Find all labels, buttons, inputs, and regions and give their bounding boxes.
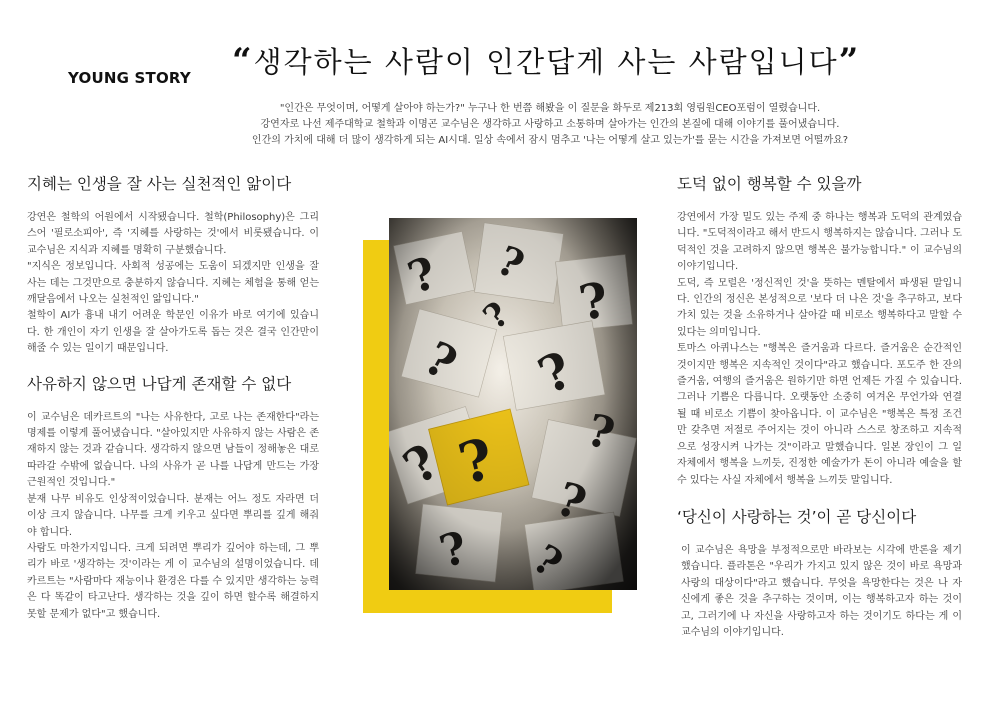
body-paragraph: "지식은 정보입니다. 사회적 성공에는 도움이 되겠지만 인생을 잘 사는 데는 그것만으로 충분하지 않습니다. 지혜는 체험을 통해 얻는 깨달음에서 나오는 실천적인 앎입니다." xyxy=(27,261,319,306)
body-paragraph: 사람도 마찬가지입니다. 크게 되려면 뿌리가 깊어야 하는데, 그 뿌리가 바로 '생각하는 것'이라는 게 이 교수님의 설명이었습니다. 데카르트는 "사람마다 재능이나 환경은 다를 수 있지만 생각하는 능력은 다 똑같이 타고난다. 생각하는 것을 깊이 하면 할수록 해결하지 못할 문제가 없다"고 했습니다. xyxy=(27,542,319,620)
body-paragraph: 이 교수님은 데카르트의 "나는 사유한다, 고로 나는 존재한다"라는 명제를 이렇게 풀어냈습니다. "살아있지만 사유하지 않는 사람은 존재하지 않는 것과 같습니다. 생각하지 않으면 남들이 정해놓은 대로 따라갈 수밖에 없습니다. 나의 사유가 곧 나를 나답게 만드는 가장 근원적인 것입니다." xyxy=(27,411,319,489)
body-paragraph: 도덕, 즉 모럴은 '정신적인 것'을 뜻하는 멘탈에서 파생된 말입니다. 인간의 정신은 본성적으로 '보다 더 나은 것'을 추구하고, 보다 가치 있는 것을 소유하거나 살아갈 때 비로소 행복하다고 말할 수 있다는 의미입니다. xyxy=(677,277,962,338)
body-paragraph: 강연은 철학의 어원에서 시작됐습니다. 철학(Philosophy)은 그리스어 '필로소피아', 즉 '지혜를 사랑하는 것'에서 비롯됐습니다. 이 교수님은 지식과 지혜를 명확히 구분했습니다. xyxy=(27,212,319,256)
section-heading: 도덕 없이 행복할 수 있을까 xyxy=(677,175,862,193)
right-column xyxy=(677,172,962,651)
section-heading: ‘당신이 사랑하는 것’이 곧 당신이다 xyxy=(677,507,917,526)
section-heading: 사유하지 않으면 나답게 존재할 수 없다 xyxy=(27,374,292,393)
section-wisdom xyxy=(27,172,319,358)
open-quote: “ xyxy=(232,41,254,81)
section-thinking xyxy=(27,372,319,623)
close-quote: ” xyxy=(838,41,861,81)
body-paragraph: 철학이 AI가 흉내 내기 어려운 학문인 이유가 바로 여기에 있습니다. 한 개인이 자기 인생을 잘 살아가도록 돕는 것은 결국 인간만이 해줄 수 있는 일이기 때문입니다. xyxy=(27,310,319,355)
body-paragraph: 강연에서 가장 밀도 있는 주제 중 하나는 행복과 도덕의 관계였습니다. "도덕적이라고 해서 반드시 행복하지는 않습니다. 그러나 도덕적인 것을 고려하지 않으면 행복은 불가능합니다." 이 교수님의 이야기입니다. xyxy=(677,212,962,273)
body-paragraph: 이 교수님은 욕망을 부정적으로만 바라보는 시각에 반론을 제기했습니다. 플라톤은 "우리가 가지고 있지 않은 것이 바로 욕망과 사랑의 대상이다"라고 했습니다. 무엇을 욕망한다는 것은 나 자신에게 좋은 것을 추구하는 것이며, 이는 행복하고자 하는 것이고, 그러기에 나 자신을 사랑하고자 하는 것이기도 하다는 게 이 교수님의 이야기입니다. xyxy=(681,544,962,638)
brand-label: YOUNG STORY xyxy=(68,69,191,87)
body-paragraph: 토마스 아퀴나스는 "행복은 즐거움과 다르다. 즐거움은 순간적인 것이지만 행복은 지속적인 것이다"라고 했습니다. 포도주 한 잔의 즐거움, 여행의 즐거움은 원하기만 하면 언제든 가질 수 있습니다. 그러나 기쁨은 다릅니다. 오랫동안 소중히 여겨온 무언가와 연결될 때 비로소 기쁨이 찾아옵니다. 이 교수님은 "행복은 특정 조건만 갖추면 저절로 주어지는 것이 아니라 스스로 창조하고 지속적으로 성장시켜 나가는 것"이라고 말했습니다. 일본 장인이 그 일 자체에서 행복을 느끼듯, 진정한 예술가가 돈이 아니라 예술을 할 수 있다는 사실 자체에서 행복을 느끼듯 말입니다. xyxy=(677,343,962,486)
left-column xyxy=(27,172,319,633)
body-paragraph: 분재 나무 비유도 인상적이었습니다. 분재는 어느 정도 자라면 더 이상 크지 않습니다. 나무를 크게 키우고 싶다면 뿌리를 깊게 해줘야 합니다. xyxy=(27,493,319,538)
intro-paragraph xyxy=(205,101,895,149)
intro-line: "인간은 무엇이며, 어떻게 살아야 하는가?" 누구나 한 번쯤 해봤을 이 질문을 화두로 제213회 영림원CEO포럼이 열렸습니다. xyxy=(279,103,821,114)
feature-image xyxy=(363,218,612,613)
intro-line: 강연자로 나선 제주대학교 철학과 이명곤 교수님은 생각하고 사랑하고 소통하며 살아가는 인간의 본질에 대해 이야기를 풀어냈습니다. xyxy=(260,119,840,130)
question-marks-photo xyxy=(389,218,637,590)
section-what-you-love xyxy=(677,505,962,641)
section-happiness-morality xyxy=(677,172,962,489)
section-heading: 지혜는 인생을 잘 사는 실천적인 앎이다 xyxy=(27,175,292,193)
main-title-text: 생각하는 사람이 인간답게 사는 사람입니다 xyxy=(253,45,839,79)
main-title xyxy=(232,40,892,81)
intro-line: 인간의 가치에 대해 더 많이 생각하게 되는 AI시대. 일상 속에서 잠시 멈추고 '나는 어떻게 살고 있는가'를 묻는 시간을 가져보면 어떨까요? xyxy=(251,135,849,146)
question-mark-photo-icon xyxy=(389,218,637,590)
